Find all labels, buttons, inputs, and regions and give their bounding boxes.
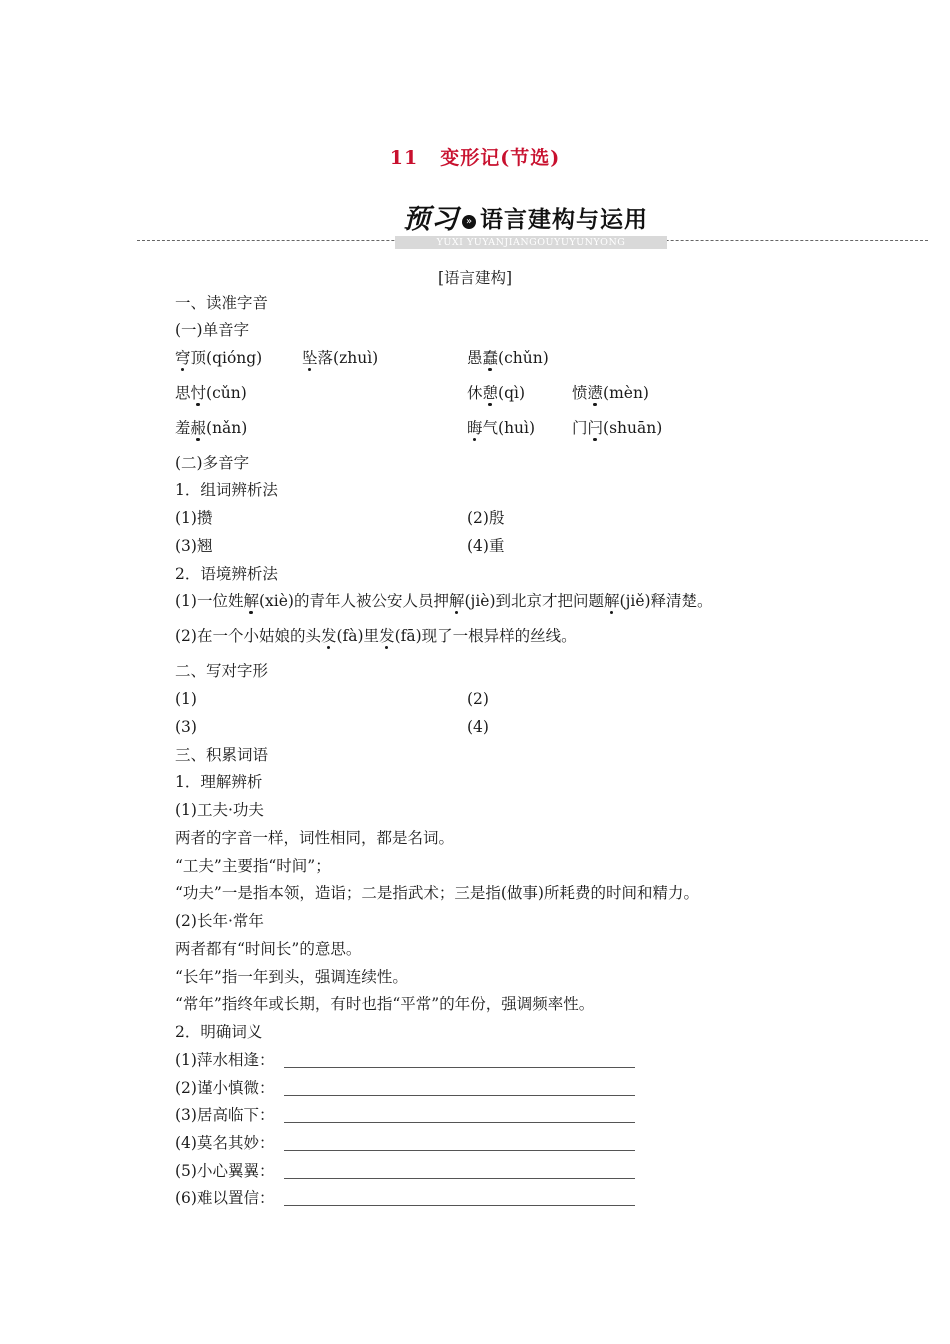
pron-item: 晦气(huì): [467, 419, 536, 437]
banner-title: 语言建构与运用: [480, 207, 648, 233]
heading-multi-char: (二)多音字: [175, 454, 250, 472]
paragraph: 两者的字音一样，词性相同，都是名词。: [175, 829, 455, 847]
answer-blank[interactable]: [284, 1095, 635, 1096]
pron-item: 穹顶(qióng): [175, 349, 263, 367]
lesson-title: 变形记(节选): [440, 147, 561, 169]
answer-blank[interactable]: [284, 1150, 635, 1151]
list-item: (1): [175, 690, 197, 708]
pron-item: 羞赧(nǎn): [175, 419, 248, 437]
context-sentence: (1)一位姓解(xiè)的青年人被公安人员押解(jiè)到北京才把问题解(jiě)释清楚。: [175, 592, 713, 610]
section-heading: [语言建构]: [437, 269, 513, 287]
list-item: (4)重: [467, 537, 505, 555]
section-banner: [0, 203, 950, 251]
context-sentence: (2)在一个小姑娘的头发(fà)里发(fā)现了一根异样的丝线。: [175, 627, 577, 645]
list-item: (2)殷: [467, 509, 505, 527]
list-item: (4): [467, 718, 489, 736]
heading-vocab: 三、积累词语: [175, 746, 269, 764]
pair-title: (1)工夫·功夫: [175, 801, 264, 819]
pron-item: 愚蠢(chǔn): [467, 349, 549, 367]
sub-heading: 1．理解辨析: [175, 773, 263, 791]
pron-item: 思忖(cǔn): [175, 384, 247, 402]
list-item: (3)翘: [175, 537, 213, 555]
paragraph: “常年”指终年或长期，有时也指“平常”的年份，强调频率性。: [175, 995, 595, 1013]
term-label: (5)小心翼翼：: [175, 1162, 275, 1180]
answer-blank[interactable]: [284, 1122, 635, 1123]
heading-single-char: (一)单音字: [175, 321, 250, 339]
paragraph: 两者都有“时间长”的意思。: [175, 940, 362, 958]
term-label: (3)居高临下：: [175, 1106, 275, 1124]
term-label: (1)萍水相逢：: [175, 1051, 275, 1069]
list-item: (2): [467, 690, 489, 708]
pair-title: (2)长年·常年: [175, 912, 264, 930]
heading-pronunciation: 一、读准字音: [175, 294, 269, 312]
method-heading: 2．语境辨析法: [175, 565, 278, 583]
banner-pinyin: YUXI YUYANJIANGOUYUYUNYONG: [395, 236, 667, 249]
answer-blank[interactable]: [284, 1067, 635, 1068]
paragraph: “工夫”主要指“时间”；: [175, 857, 331, 875]
pron-item: 门闩(shuān): [572, 419, 663, 437]
pron-item: 休憩(qì): [467, 384, 526, 402]
answer-blank[interactable]: [284, 1205, 635, 1206]
answer-blank[interactable]: [284, 1178, 635, 1179]
term-label: (4)莫名其妙：: [175, 1134, 275, 1152]
term-label: (6)难以置信：: [175, 1189, 275, 1207]
sub-heading: 2．明确词义: [175, 1023, 263, 1041]
method-heading: 1．组词辨析法: [175, 481, 278, 499]
paragraph: “长年”指一年到头，强调连续性。: [175, 968, 408, 986]
pron-item: 愤懑(mèn): [572, 384, 649, 402]
list-item: (3): [175, 718, 197, 736]
chevron-right-icon: »: [462, 215, 476, 229]
paragraph: “功夫”一是指本领，造诣；二是指武术；三是指(做事)所耗费的时间和精力。: [175, 884, 699, 902]
banner-prefix: 预习: [403, 204, 459, 235]
term-label: (2)谨小慎微：: [175, 1079, 275, 1097]
lesson-number: 11: [389, 147, 419, 169]
heading-glyphs: 二、写对字形: [175, 662, 269, 680]
page-title: [0, 143, 950, 170]
pron-item: 坠落(zhuì): [302, 349, 379, 367]
list-item: (1)攒: [175, 509, 213, 527]
